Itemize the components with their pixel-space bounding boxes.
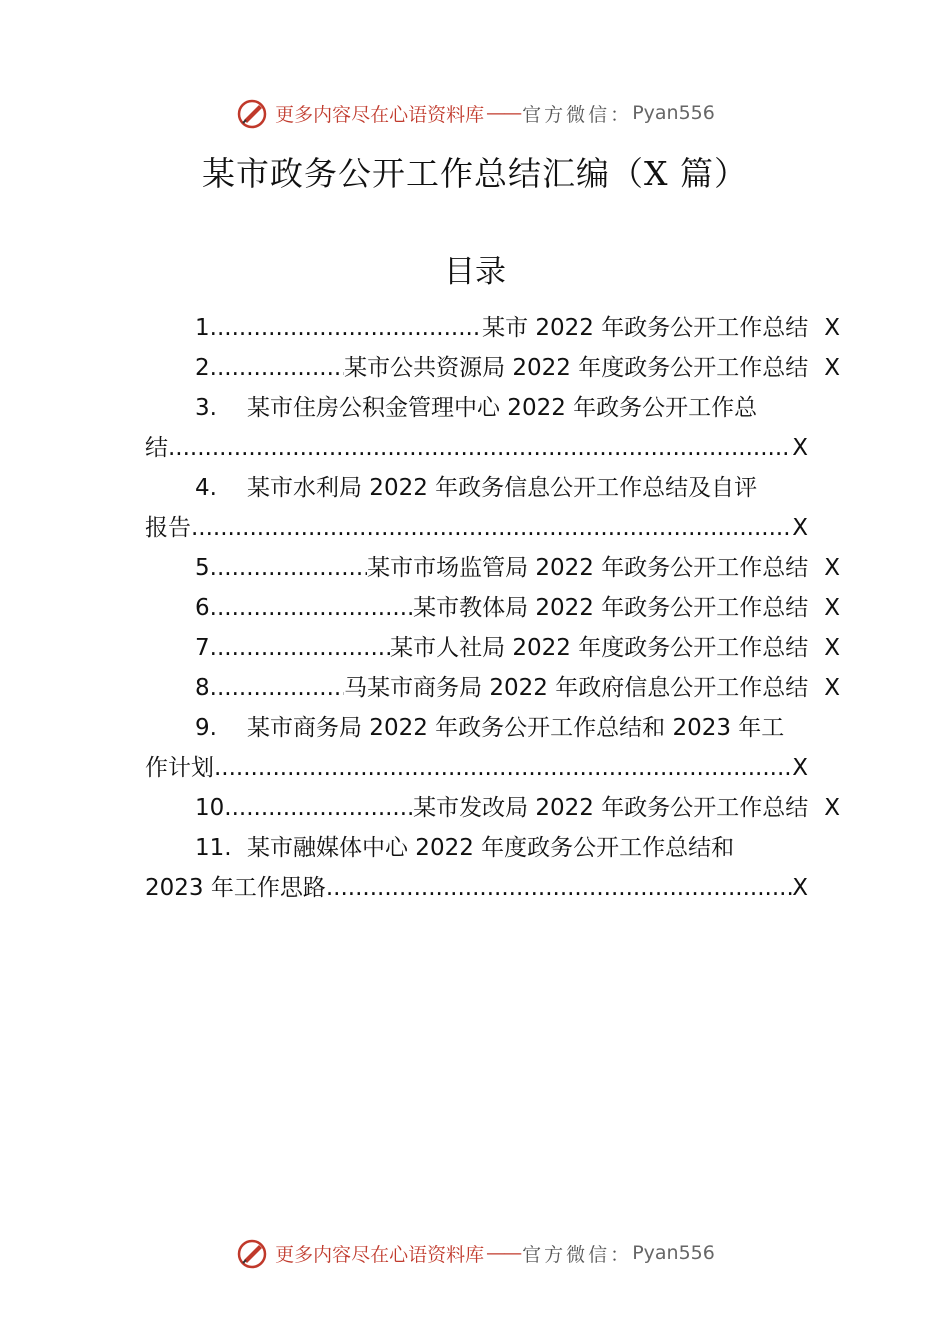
toc-entry-title: 某市融媒体中心 2022 年度政务公开工作总结和 bbox=[247, 835, 735, 861]
toc-entry-page: X bbox=[792, 515, 808, 541]
toc-entry-7[interactable] bbox=[145, 628, 840, 668]
toc-entry-number: 7 bbox=[195, 635, 210, 661]
dot-leader bbox=[191, 508, 792, 548]
toc-entry-5[interactable] bbox=[145, 548, 840, 588]
toc-heading: 目录 bbox=[444, 254, 506, 290]
toc-entry-2[interactable] bbox=[145, 348, 840, 388]
header-watermark bbox=[0, 96, 950, 130]
toc-entry-page: X bbox=[792, 875, 808, 901]
toc-entry-title: 马某市商务局 2022 年政府信息公开工作总结 bbox=[344, 675, 809, 701]
toc-entry-title: 某市水利局 2022 年政务信息公开工作总结及自评 bbox=[247, 475, 758, 501]
toc-entry-number: 9. bbox=[195, 715, 217, 741]
toc-entry-1[interactable] bbox=[145, 308, 840, 348]
toc-entry-title: 某市 2022 年政务公开工作总结 bbox=[482, 315, 809, 341]
toc-entry-page: X bbox=[824, 355, 840, 381]
watermark-sub-text: 官方微信： bbox=[522, 1243, 633, 1266]
toc-entry-number: 4. bbox=[195, 475, 217, 501]
toc-entry-11[interactable] bbox=[145, 828, 840, 868]
toc-entry-number: 2 bbox=[195, 355, 210, 381]
toc-entry-number: 11. bbox=[195, 835, 232, 861]
dot-leader bbox=[210, 668, 344, 708]
toc-entry-3[interactable] bbox=[145, 388, 840, 428]
brush-seal-icon bbox=[235, 96, 269, 130]
toc-entry-number: 8 bbox=[195, 675, 210, 701]
toc-entry-title: 某市发改局 2022 年政务公开工作总结 bbox=[413, 795, 809, 821]
watermark-dash: —— bbox=[486, 102, 521, 124]
toc-entry-number: 10 bbox=[195, 795, 225, 821]
table-of-contents bbox=[145, 308, 840, 908]
toc-entry-page: X bbox=[824, 595, 840, 621]
toc-entry-title-continued: 2023 年工作思路 bbox=[145, 875, 326, 901]
toc-entry-9[interactable] bbox=[145, 708, 840, 748]
toc-entry-page: X bbox=[792, 755, 808, 781]
toc-entry-title: 某市人社局 2022 年度政务公开工作总结 bbox=[390, 635, 809, 661]
toc-entry-title-continued: 报告 bbox=[145, 515, 191, 541]
watermark-dash: —— bbox=[486, 1242, 521, 1264]
toc-entry-number: 1 bbox=[195, 315, 210, 341]
toc-entry-title: 某市市场监管局 2022 年政务公开工作总结 bbox=[367, 555, 809, 581]
dot-leader bbox=[210, 308, 482, 348]
toc-entry-number: 5 bbox=[195, 555, 210, 581]
toc-entry-title-continued: 作计划 bbox=[145, 755, 214, 781]
toc-entry-number: 6 bbox=[195, 595, 210, 621]
dot-leader bbox=[210, 548, 367, 588]
footer-watermark bbox=[0, 1236, 950, 1270]
toc-entry-title: 某市公共资源局 2022 年度政务公开工作总结 bbox=[344, 355, 809, 381]
toc-entry-page: X bbox=[824, 675, 840, 701]
watermark-sub-text: 官方微信： bbox=[522, 103, 633, 126]
dot-leader bbox=[168, 428, 792, 468]
toc-entry-8[interactable] bbox=[145, 668, 840, 708]
toc-entry-11-continued[interactable] bbox=[145, 868, 840, 908]
dot-leader bbox=[210, 628, 390, 668]
toc-entry-4-continued[interactable] bbox=[145, 508, 840, 548]
document-title: 某市政务公开工作总结汇编（X 篇） bbox=[202, 154, 748, 193]
toc-entry-page: X bbox=[824, 795, 840, 821]
toc-entry-9-continued[interactable] bbox=[145, 748, 840, 788]
toc-entry-3-continued[interactable] bbox=[145, 428, 840, 468]
toc-entry-page: X bbox=[792, 435, 808, 461]
toc-entry-page: X bbox=[824, 315, 840, 341]
dot-leader bbox=[210, 588, 413, 628]
toc-entry-title-continued: 结 bbox=[145, 435, 168, 461]
watermark-wechat-id: Pyan556 bbox=[632, 1242, 715, 1264]
brush-seal-icon bbox=[235, 1236, 269, 1270]
toc-entry-4[interactable] bbox=[145, 468, 840, 508]
dot-leader bbox=[210, 348, 344, 388]
toc-entry-title: 某市住房公积金管理中心 2022 年政务公开工作总 bbox=[247, 395, 758, 421]
dot-leader bbox=[214, 748, 792, 788]
toc-entry-10[interactable] bbox=[145, 788, 840, 828]
toc-entry-page: X bbox=[824, 635, 840, 661]
toc-entry-number: 3. bbox=[195, 395, 217, 421]
toc-entry-6[interactable] bbox=[145, 588, 840, 628]
toc-entry-title: 某市教体局 2022 年政务公开工作总结 bbox=[413, 595, 809, 621]
watermark-main-text: 更多内容尽在心语资料库 bbox=[275, 103, 485, 126]
toc-entry-title: 某市商务局 2022 年政务公开工作总结和 2023 年工 bbox=[247, 715, 785, 741]
dot-leader bbox=[224, 788, 413, 828]
watermark-main-text: 更多内容尽在心语资料库 bbox=[275, 1243, 485, 1266]
toc-entry-page: X bbox=[824, 555, 840, 581]
watermark-wechat-id: Pyan556 bbox=[632, 102, 715, 124]
dot-leader bbox=[326, 868, 792, 908]
